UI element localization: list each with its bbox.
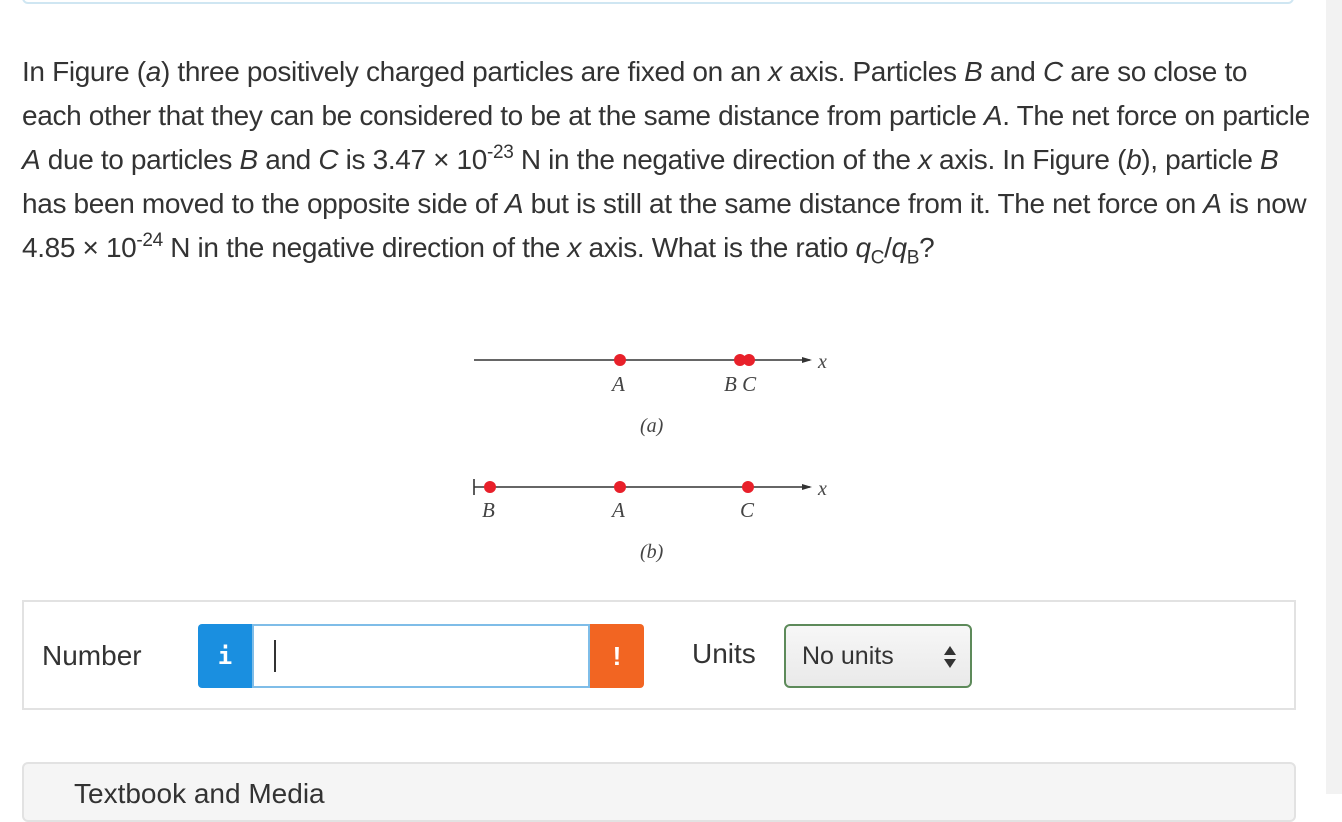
particle-c-fig-a <box>743 354 755 366</box>
units-selected-value: No units <box>802 642 894 670</box>
warning-icon: ! <box>612 640 622 671</box>
scrollbar-gutter[interactable] <box>1326 0 1342 794</box>
warning-button[interactable] <box>590 624 644 688</box>
select-arrows-icon <box>942 642 958 672</box>
label-c-fig-b: C <box>740 498 755 522</box>
particle-b-fig-b <box>484 481 496 493</box>
answer-row <box>22 600 1296 710</box>
units-label: Units <box>692 638 756 669</box>
particle-c-fig-b <box>742 481 754 493</box>
figure-b <box>474 478 827 563</box>
units-select[interactable] <box>784 624 972 688</box>
label-b-fig-b: B <box>482 498 495 522</box>
caption-fig-a: (a) <box>640 415 664 437</box>
textbook-media-label: Textbook and Media <box>74 778 325 809</box>
info-icon: i <box>217 642 233 670</box>
particle-a-fig-b <box>614 481 626 493</box>
particle-figure <box>460 340 860 580</box>
axis-arrow-a <box>802 357 812 363</box>
axis-label-a: x <box>818 351 827 373</box>
label-a-fig-a: A <box>612 372 625 396</box>
text-caret <box>274 640 276 672</box>
number-input[interactable] <box>252 624 590 688</box>
axis-label-b: x <box>818 478 827 500</box>
label-a-fig-b: A <box>612 498 625 522</box>
figure-a <box>474 351 827 437</box>
info-button[interactable] <box>198 624 252 688</box>
caption-fig-b: (b) <box>640 541 664 563</box>
previous-panel-edge <box>22 0 1294 4</box>
question-text: In Figure (a) three positively charged particles are fixed on an x axis. Particles B and C are so close to each other that they can be considered to be at the same distance from particle A. The net force on particle A due to particles B and C is $3.47 \times 10^{-23}$ N in the negative direction of the x axis. In Figure (b), particle B has been moved to the opposite side of A but is still at the same distance from it. The net force on A is now $4.85 \times 10^{-24}$ N in the negative direction of the x axis. What is the ratio $q_C/q_B$? <box>22 56 1310 269</box>
axis-arrow-b <box>802 484 812 490</box>
particle-a-fig-a <box>614 354 626 366</box>
label-bc-fig-a: B C <box>724 372 757 396</box>
textbook-media-panel[interactable] <box>22 762 1296 822</box>
number-label: Number <box>42 640 142 671</box>
